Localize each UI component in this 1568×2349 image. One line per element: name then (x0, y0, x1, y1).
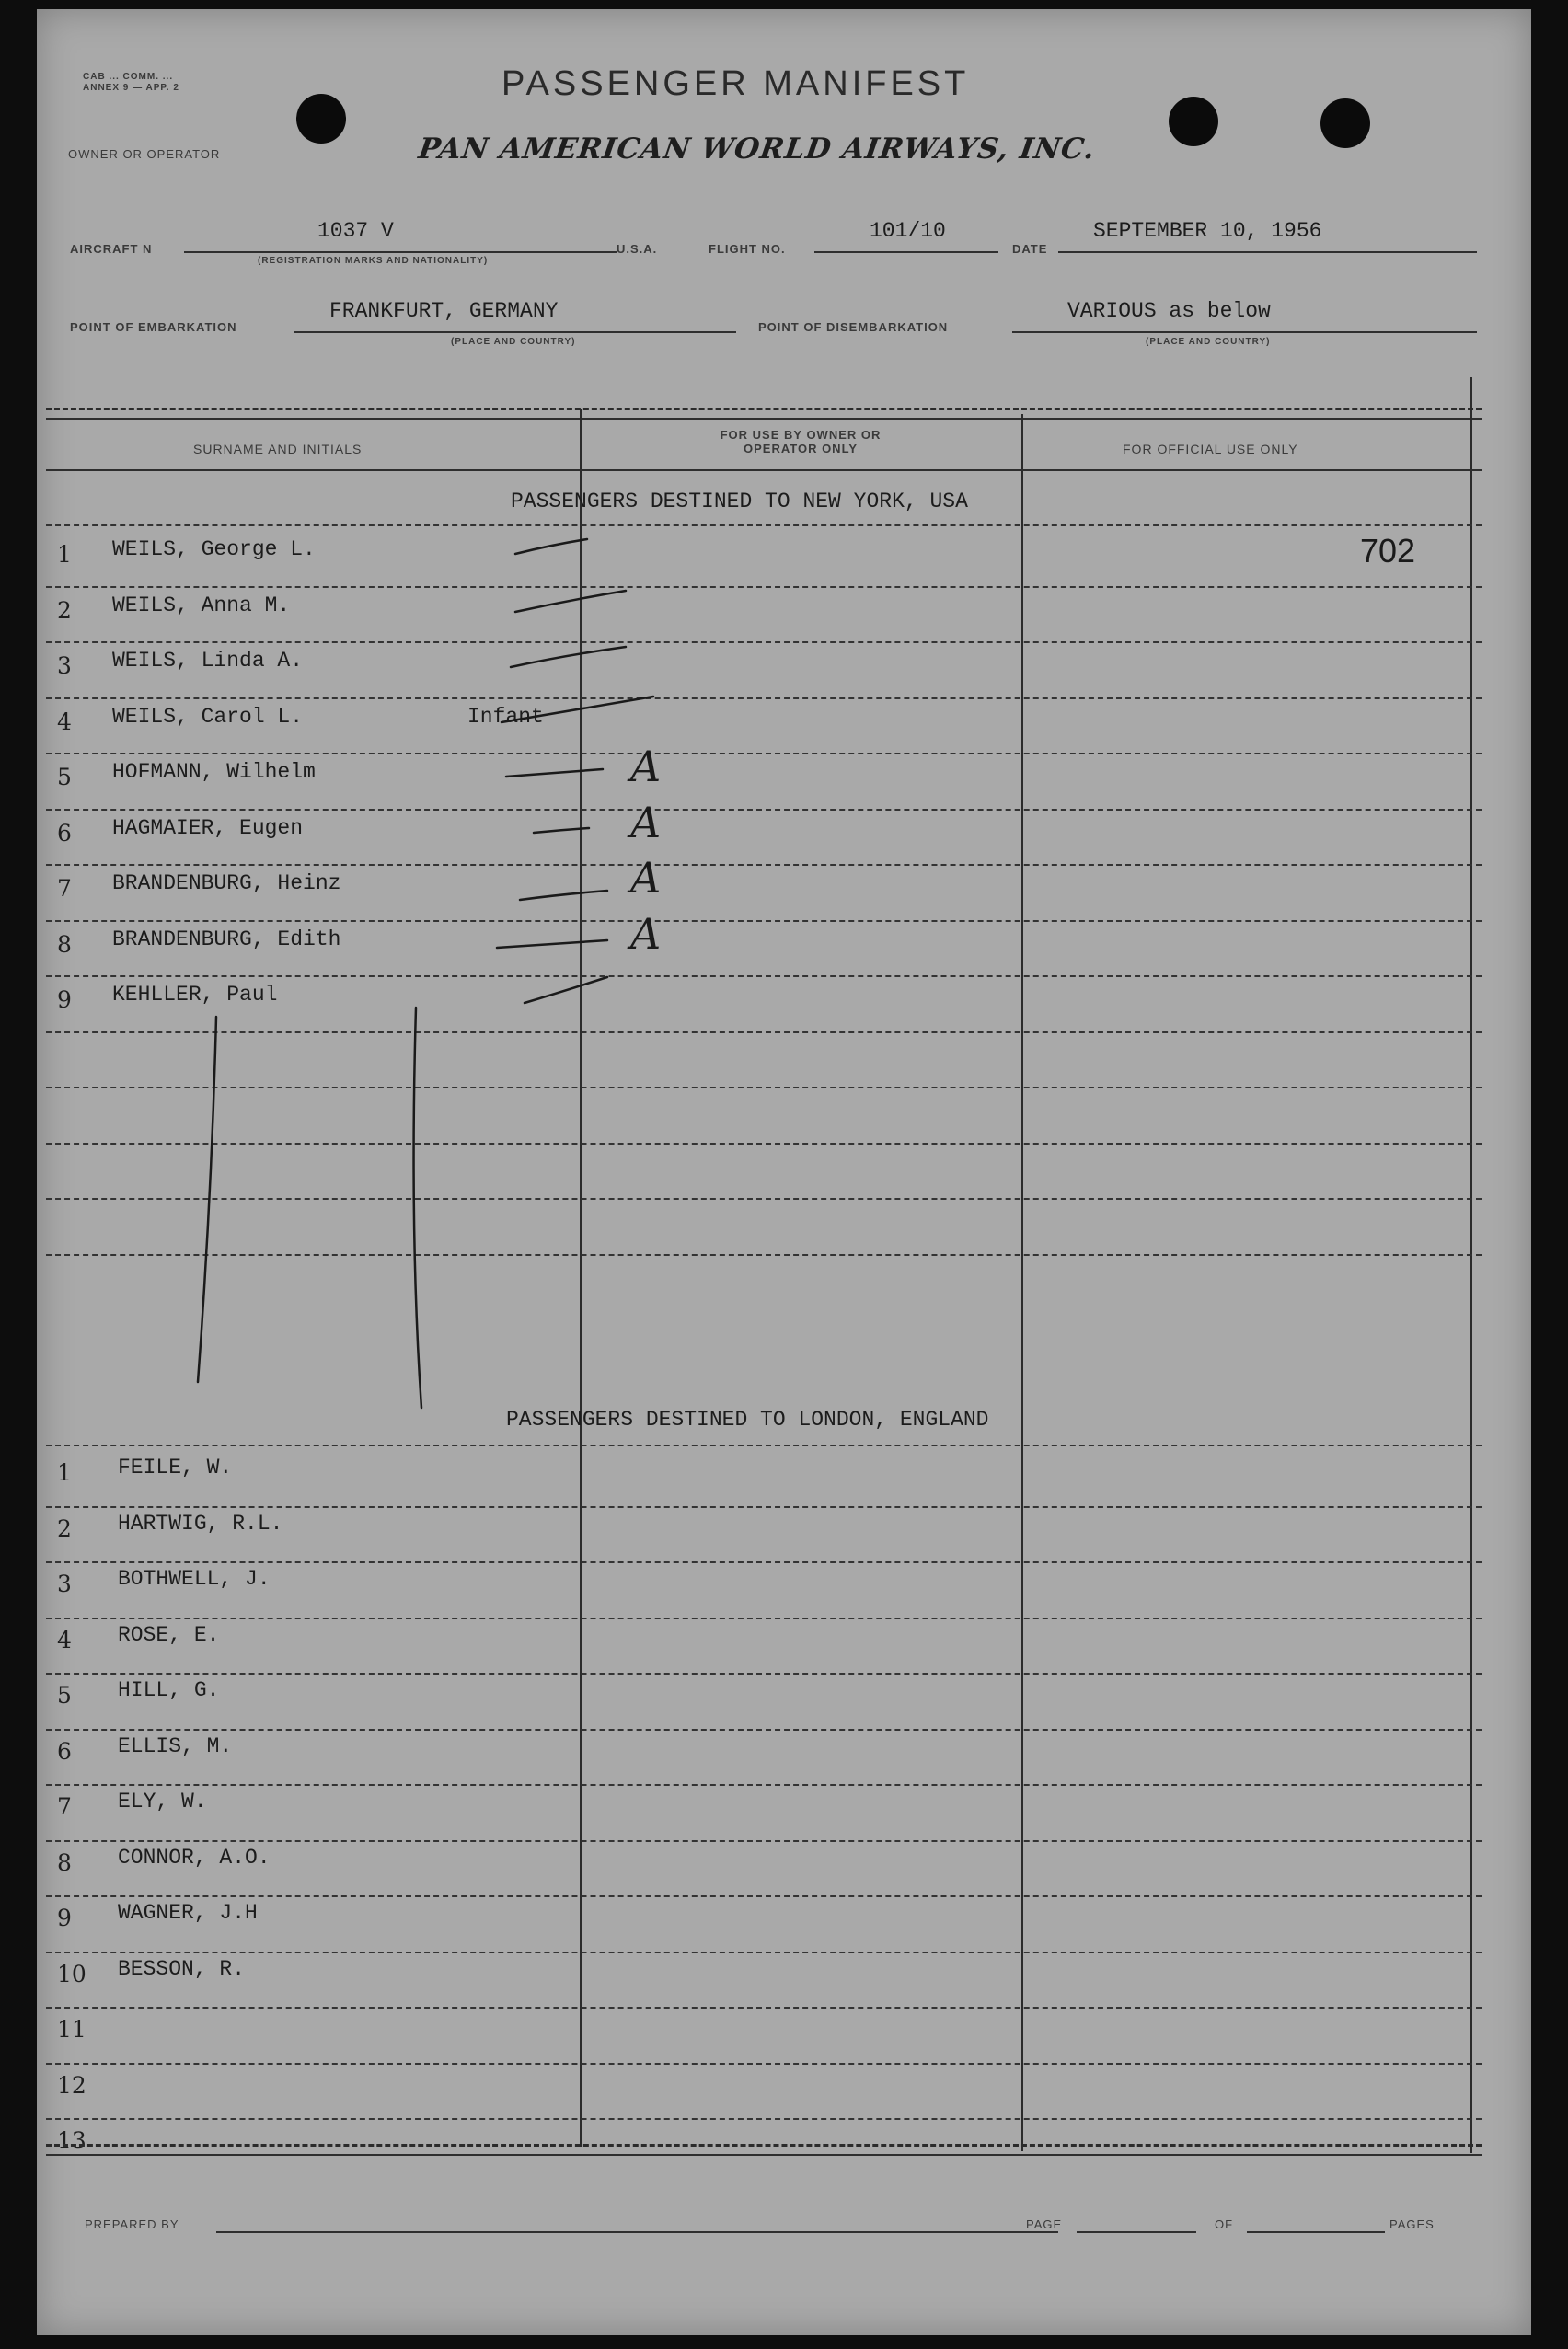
embark-label: POINT OF EMBARKATION (70, 320, 237, 334)
passenger-name: ELY, W. (118, 1790, 207, 1814)
passenger-name: BESSON, R. (118, 1956, 246, 1981)
tick-mark-2 (515, 591, 626, 612)
passenger-name: ELLIS, M. (118, 1733, 233, 1758)
row-number: 12 (57, 2071, 86, 2099)
row-number: 7 (57, 875, 72, 902)
row-number: 3 (57, 1571, 72, 1597)
row-number: 6 (57, 819, 72, 846)
section-heading-new-york: PASSENGERS DESTINED TO NEW YORK, USA (511, 489, 968, 513)
passenger-name: WAGNER, J.H (118, 1901, 258, 1925)
section-heading-london: PASSENGERS DESTINED TO LONDON, ENGLAND (506, 1408, 989, 1432)
tick-mark-9 (525, 977, 607, 1003)
airline-name: PAN AMERICAN WORLD AIRWAYS, INC. (416, 132, 1098, 166)
manifest-sheet (37, 9, 1531, 2335)
column-header-surname: SURNAME AND INITIALS (193, 442, 363, 456)
row-number: 4 (57, 1626, 72, 1653)
passenger-name: HOFMANN, Wilhelm (112, 760, 316, 784)
passenger-name: BRANDENBURG, Heinz (112, 871, 341, 895)
row-number: 3 (57, 652, 72, 679)
column-header-official: FOR OFFICIAL USE ONLY (1123, 442, 1298, 456)
row-number: 9 (57, 986, 72, 1013)
date-value: SEPTEMBER 10, 1956 (1093, 219, 1322, 243)
passenger-name: HARTWIG, R.L. (118, 1511, 283, 1536)
disembark-caption: (PLACE AND COUNTRY) (1146, 337, 1271, 347)
tick-mark-4 (502, 697, 653, 722)
passenger-name: WEILS, George L. (112, 537, 316, 561)
aircraft-value: 1037 V (317, 219, 394, 243)
flight-value: 101/10 (870, 219, 946, 243)
row-number: 11 (57, 2016, 86, 2043)
passenger-name: KEHLLER, Paul (112, 983, 278, 1007)
passenger-name: FEILE, W. (118, 1456, 233, 1480)
tick-mark-7 (520, 891, 607, 900)
owner-use-mark: A (630, 797, 662, 847)
flight-label: FLIGHT NO. (709, 242, 786, 256)
handwritten-marks (37, 9, 1531, 2335)
passenger-name: BOTHWELL, J. (118, 1567, 271, 1591)
page-label: PAGE (1026, 2217, 1063, 2231)
row-number: 9 (57, 1905, 72, 1931)
embark-value: FRANKFURT, GERMANY (329, 299, 559, 323)
embark-caption: (PLACE AND COUNTRY) (451, 337, 576, 347)
passenger-name: WEILS, Linda A. (112, 649, 304, 673)
passenger-note: Infant (467, 704, 544, 729)
prepared-by-label: PREPARED BY (85, 2217, 179, 2231)
usa-label: U.S.A. (617, 242, 658, 256)
row-number: 4 (57, 708, 72, 735)
passenger-name: HILL, G. (118, 1678, 220, 1702)
row-number: 10 (57, 1960, 86, 1987)
bracket-line-left (198, 1017, 216, 1382)
tick-mark-1 (515, 539, 587, 554)
date-label: DATE (1012, 242, 1048, 256)
owner-use-mark: A (630, 853, 662, 903)
official-number-stamp: 702 (1360, 532, 1416, 570)
tick-mark-8 (497, 940, 607, 948)
owner-use-mark: A (630, 742, 662, 791)
disembark-label: POINT OF DISEMBARKATION (758, 320, 949, 334)
passenger-name: BRANDENBURG, Edith (112, 927, 341, 951)
passenger-name: WEILS, Anna M. (112, 593, 291, 617)
row-number: 7 (57, 1793, 72, 1820)
row-number: 1 (57, 1459, 72, 1486)
row-number: 2 (57, 596, 72, 624)
passenger-name: HAGMAIER, Eugen (112, 815, 304, 840)
row-number: 1 (57, 541, 72, 568)
page-title: PASSENGER MANIFEST (502, 64, 970, 103)
passenger-name: CONNOR, A.O. (118, 1845, 271, 1870)
row-number: 8 (57, 1848, 72, 1876)
column-header-owner-use: FOR USE BY OWNER OR OPERATOR ONLY (720, 428, 882, 455)
passenger-name: ROSE, E. (118, 1622, 220, 1647)
owner-label: OWNER OR OPERATOR (68, 147, 221, 161)
registration-caption: (REGISTRATION MARKS AND NATIONALITY) (258, 256, 489, 266)
of-label: OF (1215, 2217, 1234, 2231)
disembark-value: VARIOUS as below (1067, 299, 1271, 323)
tick-mark-6 (534, 828, 589, 833)
pages-label: PAGES (1389, 2217, 1435, 2231)
passenger-name: WEILS, Carol L. (112, 704, 304, 729)
row-number: 6 (57, 1737, 72, 1765)
corner-note: CAB ... COMM. ... ANNEX 9 — APP. 2 (83, 72, 179, 93)
row-number: 5 (57, 764, 72, 790)
owner-use-mark: A (630, 908, 662, 959)
row-number: 2 (57, 1514, 72, 1542)
row-number: 8 (57, 930, 72, 958)
bracket-line-right (414, 1008, 421, 1408)
row-number: 13 (57, 2127, 86, 2154)
row-number: 5 (57, 1682, 72, 1709)
aircraft-label: AIRCRAFT N (70, 242, 153, 256)
tick-mark-3 (511, 647, 626, 667)
tick-mark-5 (506, 769, 603, 777)
